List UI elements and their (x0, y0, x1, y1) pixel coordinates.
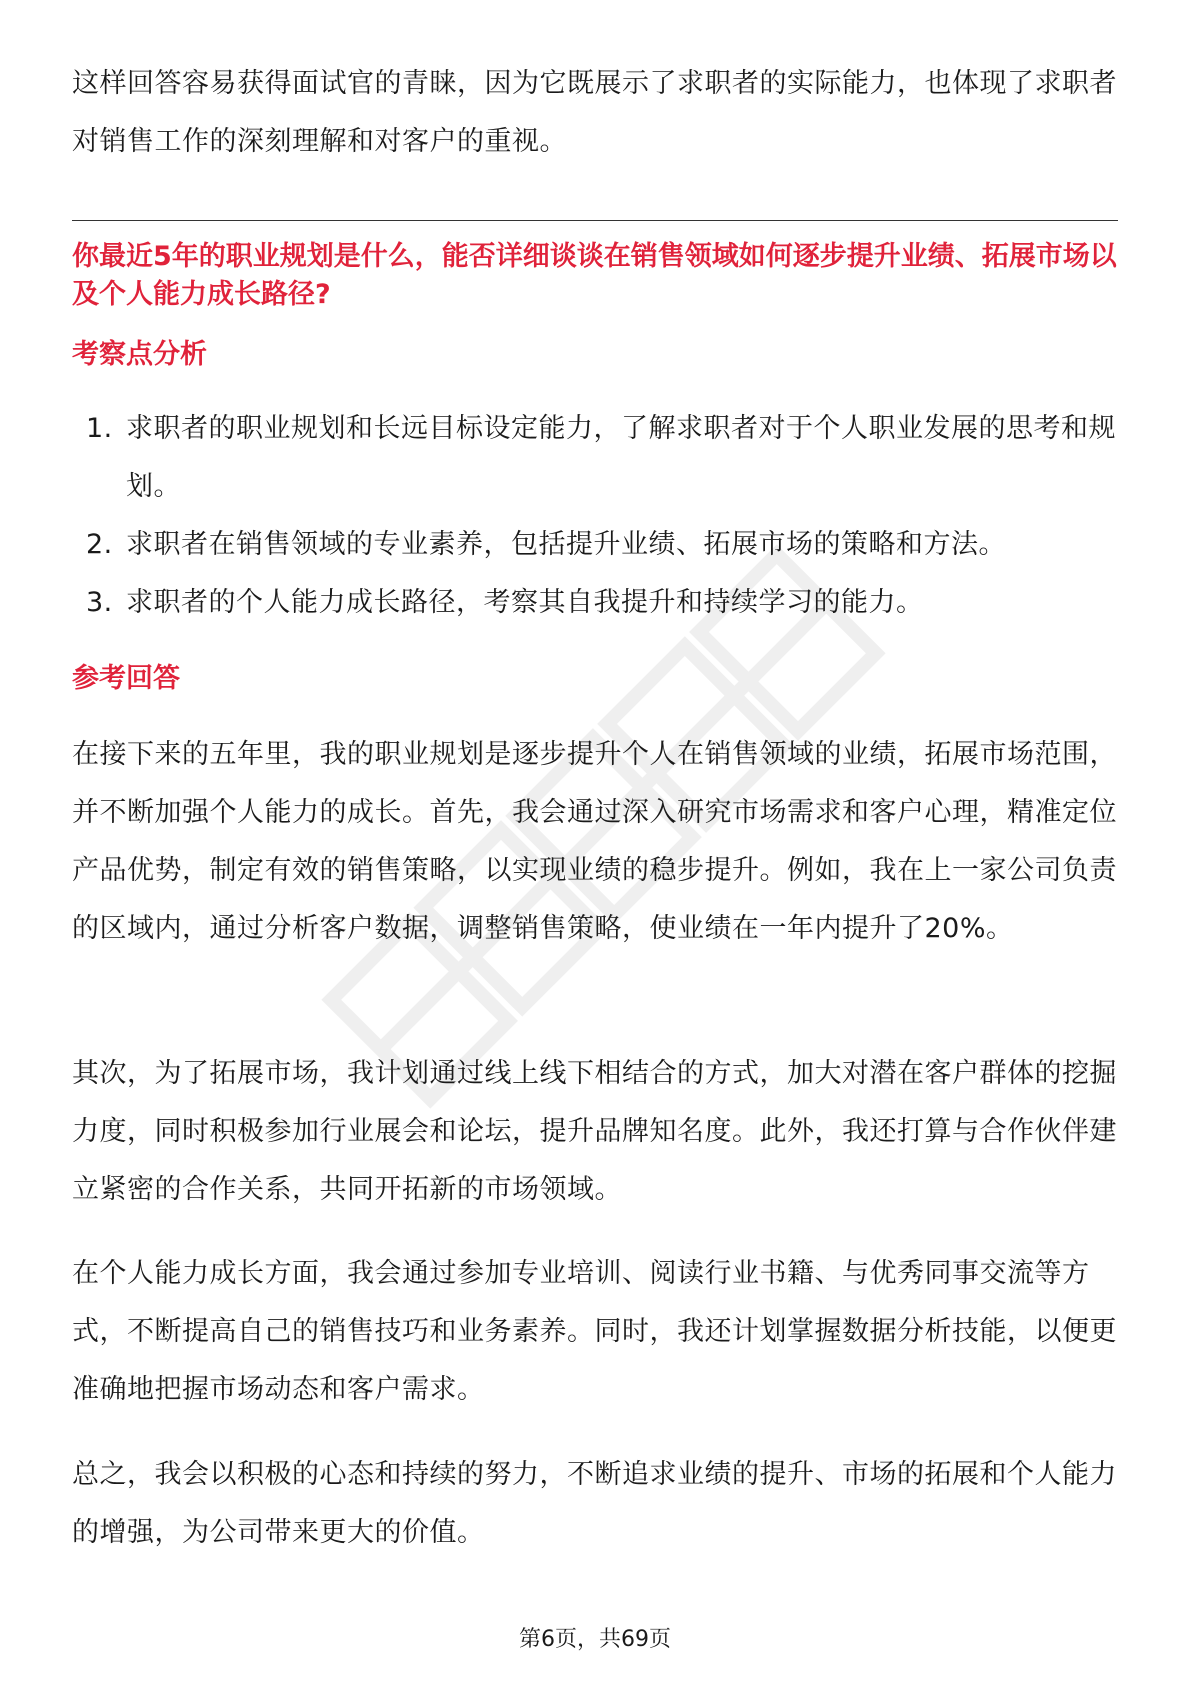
list-item-text: 求职者的职业规划和长远目标设定能力，了解求职者对于个人职业发展的思考和规划。 (126, 413, 1116, 502)
question-heading: 你最近5年的职业规划是什么，能否详细谈谈在销售领域如何逐步提升业绩、拓展市场以及个人能力成长路径? (72, 241, 1117, 310)
list-item-number: 3. (86, 587, 113, 618)
list-item-number: 2. (86, 529, 113, 560)
section-divider (72, 220, 1118, 221)
answer-paragraph: 在接下来的五年里，我的职业规划是逐步提升个人在销售领域的业绩，拓展市场范围，并不断加强个人能力的成长。首先，我会通过深入研究市场需求和客户心理，精准定位产品优势，制定有效的销售策略，以实现业绩的稳步提升。例如，我在上一家公司负责的区域内，通过分析客户数据，调整销售策略，使业绩在一年内提升了20%。 (72, 739, 1117, 944)
analysis-list-item (72, 516, 1118, 574)
answer-paragraph: 总之，我会以积极的心态和持续的努力，不断追求业绩的提升、市场的拓展和个人能力的增强，为公司带来更大的价值。 (72, 1459, 1117, 1548)
analysis-heading: 考察点分析 (72, 339, 207, 370)
answer-paragraph: 其次，为了拓展市场，我计划通过线上线下相结合的方式，加大对潜在客户群体的挖掘力度，同时积极参加行业展会和论坛，提升品牌知名度。此外，我还打算与合作伙伴建立紧密的合作关系，共同开拓新的市场领域。 (72, 1058, 1117, 1205)
list-item-text: 求职者在销售领域的专业素养，包括提升业绩、拓展市场的策略和方法。 (126, 529, 1006, 560)
list-item-number: 1. (86, 413, 113, 444)
analysis-list-item (72, 574, 1118, 632)
answer-paragraph: 在个人能力成长方面，我会通过参加专业培训、阅读行业书籍、与优秀同事交流等方式，不断提高自己的销售技巧和业务素养。同时，我还计划掌握数据分析技能，以便更准确地把握市场动态和客户需求。 (72, 1258, 1117, 1405)
page-number: 第6页，共69页 (519, 1627, 671, 1652)
intro-paragraph: 这样回答容易获得面试官的青睐，因为它既展示了求职者的实际能力，也体现了求职者对销售工作的深刻理解和对客户的重视。 (72, 68, 1117, 157)
analysis-list (72, 400, 1118, 632)
analysis-list-item (72, 400, 1118, 516)
answer-heading: 参考回答 (72, 663, 180, 694)
list-item-text: 求职者的个人能力成长路径，考察其自我提升和持续学习的能力。 (126, 587, 924, 618)
